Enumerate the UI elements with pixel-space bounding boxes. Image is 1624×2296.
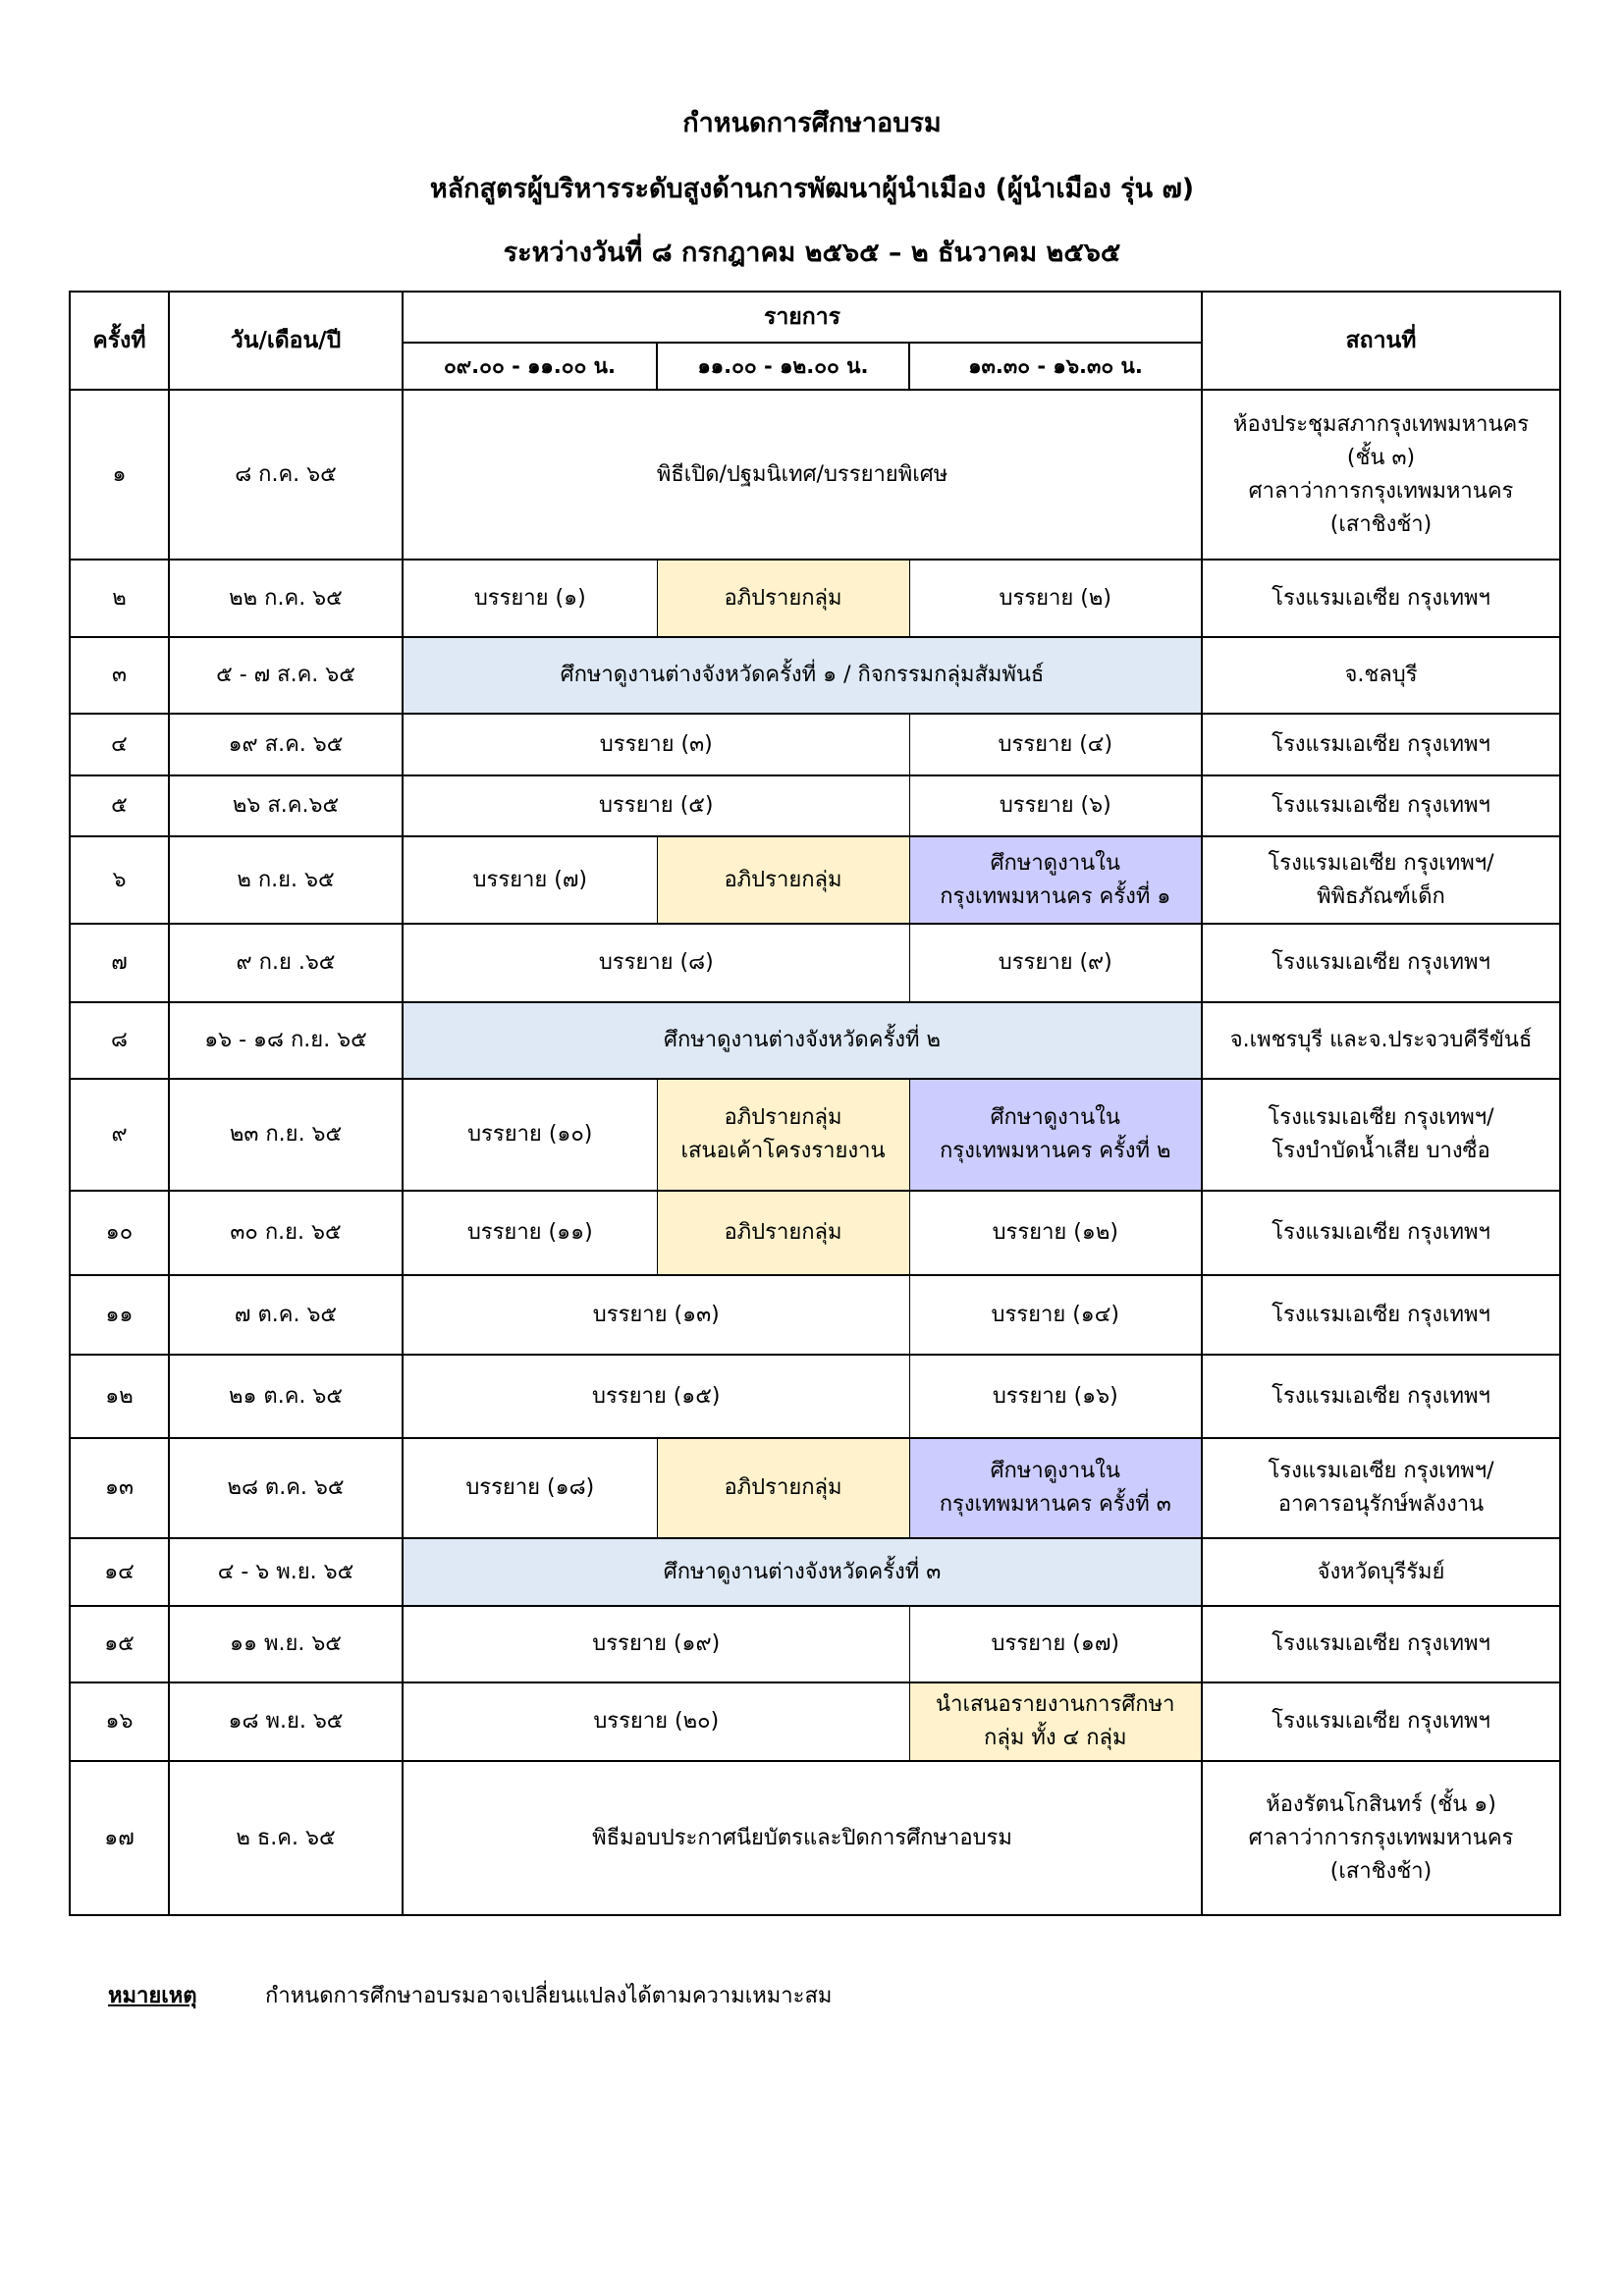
row-no: ๙ [70,1079,169,1191]
venue-line: ห้องประชุมสภากรุงเทพมหานคร [1232,411,1530,437]
row-no: ๑๔ [70,1538,169,1606]
row-slot-morning: บรรยาย (๕) [403,775,909,836]
row-venue: โรงแรมเอเซีย กรุงเทพฯ [1202,1355,1560,1438]
row-slot-discussion: อภิปรายกลุ่ม [657,836,909,924]
table-row [70,1538,1560,1606]
slot-line: กรุงเทพมหานคร ครั้งที่ ๒ [939,1139,1171,1163]
row-date: ๓๐ ก.ย. ๖๕ [169,1191,403,1275]
table-row [70,1355,1560,1438]
row-field-trip: ศึกษาดูงานต่างจังหวัดครั้งที่ ๒ [403,1002,1202,1079]
row-activity: พิธีเปิด/ปฐมนิเทศ/บรรยายพิเศษ [403,390,1202,560]
row-slot-presentation [909,1682,1202,1761]
table-row [70,1275,1560,1355]
header-no: ครั้งที่ [70,292,169,390]
row-no: ๑๓ [70,1438,169,1538]
row-slot-bangkok-trip [909,836,1202,924]
row-venue: โรงแรมเอเซีย กรุงเทพฯ [1202,924,1560,1002]
table-row [70,1682,1560,1761]
row-venue [1202,836,1560,924]
row-no: ๘ [70,1002,169,1079]
row-slot-morning: บรรยาย (๗) [403,836,657,924]
row-venue [1202,390,1560,560]
row-date: ๒๒ ก.ค. ๖๕ [169,560,403,637]
row-date: ๒๘ ต.ค. ๖๕ [169,1438,403,1538]
row-slot-bangkok-trip [909,1438,1202,1538]
row-slot-afternoon: บรรยาย (๒) [909,560,1202,637]
row-date: ๑๙ ส.ค. ๖๕ [169,714,403,775]
row-no: ๑๖ [70,1682,169,1761]
venue-line: (เสาชิงช้า) [1329,511,1433,537]
row-date: ๒๖ ส.ค.๖๕ [169,775,403,836]
header-venue: สถานที่ [1202,292,1560,390]
venue-line: โรงแรมเอเซีย กรุงเทพฯ/ [1268,1459,1494,1483]
row-no: ๔ [70,714,169,775]
row-no: ๑๑ [70,1275,169,1355]
row-date: ๗ ต.ค. ๖๕ [169,1275,403,1355]
footnote-text: กำหนดการศึกษาอบรมอาจเปลี่ยนแปลงได้ตามความเหมาะสม [265,1984,833,2008]
row-date: ๑๑ พ.ย. ๖๕ [169,1606,403,1682]
row-activity: พิธีมอบประกาศนียบัตรและปิดการศึกษาอบรม [403,1761,1202,1915]
row-slot-morning: บรรยาย (๓) [403,714,909,775]
row-field-trip: ศึกษาดูงานต่างจังหวัดครั้งที่ ๓ [403,1538,1202,1606]
row-no: ๑๕ [70,1606,169,1682]
row-venue: จังหวัดบุรีรัมย์ [1202,1538,1560,1606]
table-row [70,924,1560,1002]
table-row [70,1438,1560,1538]
row-venue: โรงแรมเอเซีย กรุงเทพฯ [1202,1682,1560,1761]
row-no: ๑๐ [70,1191,169,1275]
row-venue: โรงแรมเอเซีย กรุงเทพฯ [1202,1275,1560,1355]
header-slot-morning: ๐๙.๐๐ - ๑๑.๐๐ น. [403,343,657,390]
row-slot-afternoon: บรรยาย (๑๗) [909,1606,1202,1682]
row-slot-morning: บรรยาย (๑๑) [403,1191,657,1275]
row-no: ๑๗ [70,1761,169,1915]
header-slot-late-morning: ๑๑.๐๐ - ๑๒.๐๐ น. [657,343,909,390]
row-slot-morning: บรรยาย (๑๓) [403,1275,909,1355]
row-slot-morning: บรรยาย (๑) [403,560,657,637]
row-no: ๑ [70,390,169,560]
table-row [70,1606,1560,1682]
slot-line: กรุงเทพมหานคร ครั้งที่ ๓ [939,1492,1171,1517]
row-venue [1202,1761,1560,1915]
row-venue: โรงแรมเอเซีย กรุงเทพฯ [1202,560,1560,637]
table-row [70,1761,1560,1915]
row-venue: โรงแรมเอเซีย กรุงเทพฯ [1202,1191,1560,1275]
row-date: ๑๘ พ.ย. ๖๕ [169,1682,403,1761]
slot-line: อภิปรายกลุ่ม [724,1105,842,1130]
slot-line: นำเสนอรายงานการศึกษา [936,1692,1175,1717]
row-slot-morning: บรรยาย (๑๘) [403,1438,657,1538]
row-slot-discussion: อภิปรายกลุ่ม [657,1438,909,1538]
row-date: ๒๓ ก.ย. ๖๕ [169,1079,403,1191]
row-venue: โรงแรมเอเซีย กรุงเทพฯ [1202,1606,1560,1682]
venue-line: โรงแรมเอเซีย กรุงเทพฯ/ [1268,1105,1494,1130]
row-slot-bangkok-trip [909,1079,1202,1191]
table-row [70,836,1560,924]
header-program: รายการ [403,292,1202,343]
row-date: ๒๑ ต.ค. ๖๕ [169,1355,403,1438]
table-row [70,390,1560,560]
slot-line: ศึกษาดูงานใน [990,850,1120,876]
venue-line: ห้องรัตนโกสินทร์ (ชั้น ๑) [1266,1791,1496,1817]
row-date: ๒ ก.ย. ๖๕ [169,836,403,924]
course-name: หลักสูตรผู้บริหารระดับสูงด้านการพัฒนาผู้นำเมือง (ผู้นำเมือง รุ่น ๗) [429,174,1195,204]
slot-line: ศึกษาดูงานใน [990,1459,1120,1483]
row-no: ๗ [70,924,169,1002]
row-slot-afternoon: บรรยาย (๑๔) [909,1275,1202,1355]
row-slot-morning: บรรยาย (๒๐) [403,1682,909,1761]
table-row [70,637,1560,714]
venue-line: โรงแรมเอเซีย กรุงเทพฯ/ [1268,850,1494,876]
row-date: ๕ - ๗ ส.ค. ๖๕ [169,637,403,714]
row-no: ๑๒ [70,1355,169,1438]
venue-line: อาคารอนุรักษ์พลังงาน [1277,1492,1485,1517]
table-row [70,1002,1560,1079]
venue-line: พิพิธภัณฑ์เด็ก [1317,883,1445,909]
slot-line: กรุงเทพมหานคร ครั้งที่ ๑ [940,883,1171,909]
row-venue: โรงแรมเอเซีย กรุงเทพฯ [1202,775,1560,836]
row-date: ๑๖ - ๑๘ ก.ย. ๖๕ [169,1002,403,1079]
venue-line: (ชั้น ๓) [1346,445,1416,470]
row-venue [1202,1438,1560,1538]
venue-line: โรงบำบัดน้ำเสีย บางซื่อ [1272,1139,1490,1163]
row-slot-discussion [657,1079,909,1191]
date-range: ระหว่างวันที่ ๘ กรกฎาคม ๒๕๖๕ – ๒ ธันวาคม ๒๕๖๕ [503,238,1121,268]
row-slot-afternoon: บรรยาย (๑๒) [909,1191,1202,1275]
row-slot-morning: บรรยาย (๘) [403,924,909,1002]
row-date: ๔ - ๖ พ.ย. ๖๕ [169,1538,403,1606]
row-field-trip: ศึกษาดูงานต่างจังหวัดครั้งที่ ๑ / กิจกรรมกลุ่มสัมพันธ์ [403,637,1202,714]
row-no: ๓ [70,637,169,714]
row-no: ๖ [70,836,169,924]
row-slot-morning: บรรยาย (๑๙) [403,1606,909,1682]
row-no: ๕ [70,775,169,836]
document-title: กำหนดการศึกษาอบรม [682,108,942,138]
row-slot-discussion: อภิปรายกลุ่ม [657,1191,909,1275]
row-date: ๙ ก.ย .๖๕ [169,924,403,1002]
slot-line: กลุ่ม ทั้ง ๔ กลุ่ม [984,1726,1127,1750]
row-venue: โรงแรมเอเซีย กรุงเทพฯ [1202,714,1560,775]
row-date: ๒ ธ.ค. ๖๕ [169,1761,403,1915]
row-slot-discussion: อภิปรายกลุ่ม [657,560,909,637]
schedule-table [69,291,1561,1916]
row-date: ๘ ก.ค. ๖๕ [169,390,403,560]
row-slot-afternoon: บรรยาย (๔) [909,714,1202,775]
row-no: ๒ [70,560,169,637]
header-date: วัน/เดือน/ปี [169,292,403,390]
row-slot-afternoon: บรรยาย (๙) [909,924,1202,1002]
venue-line: ศาลาว่าการกรุงเทพมหานคร [1248,478,1514,504]
footnote-label: หมายเหตุ [108,1984,197,2008]
slot-line: เสนอเค้าโครงรายงาน [680,1139,886,1163]
venue-line: (เสาชิงช้า) [1329,1858,1433,1884]
header-slot-afternoon: ๑๓.๓๐ - ๑๖.๓๐ น. [909,343,1202,390]
row-slot-morning: บรรยาย (๑๐) [403,1079,657,1191]
table-row [70,1191,1560,1275]
row-venue: จ.เพชรบุรี และจ.ประจวบคีรีขันธ์ [1202,1002,1560,1079]
row-slot-afternoon: บรรยาย (๖) [909,775,1202,836]
table-row [70,775,1560,836]
row-slot-morning: บรรยาย (๑๕) [403,1355,909,1438]
table-row [70,560,1560,637]
venue-line: ศาลาว่าการกรุงเทพมหานคร [1248,1825,1514,1850]
table-row [70,714,1560,775]
table-row [70,1079,1560,1191]
row-venue: จ.ชลบุรี [1202,637,1560,714]
row-venue [1202,1079,1560,1191]
row-slot-afternoon: บรรยาย (๑๖) [909,1355,1202,1438]
slot-line: ศึกษาดูงานใน [990,1105,1120,1130]
footnote [108,1981,832,2012]
